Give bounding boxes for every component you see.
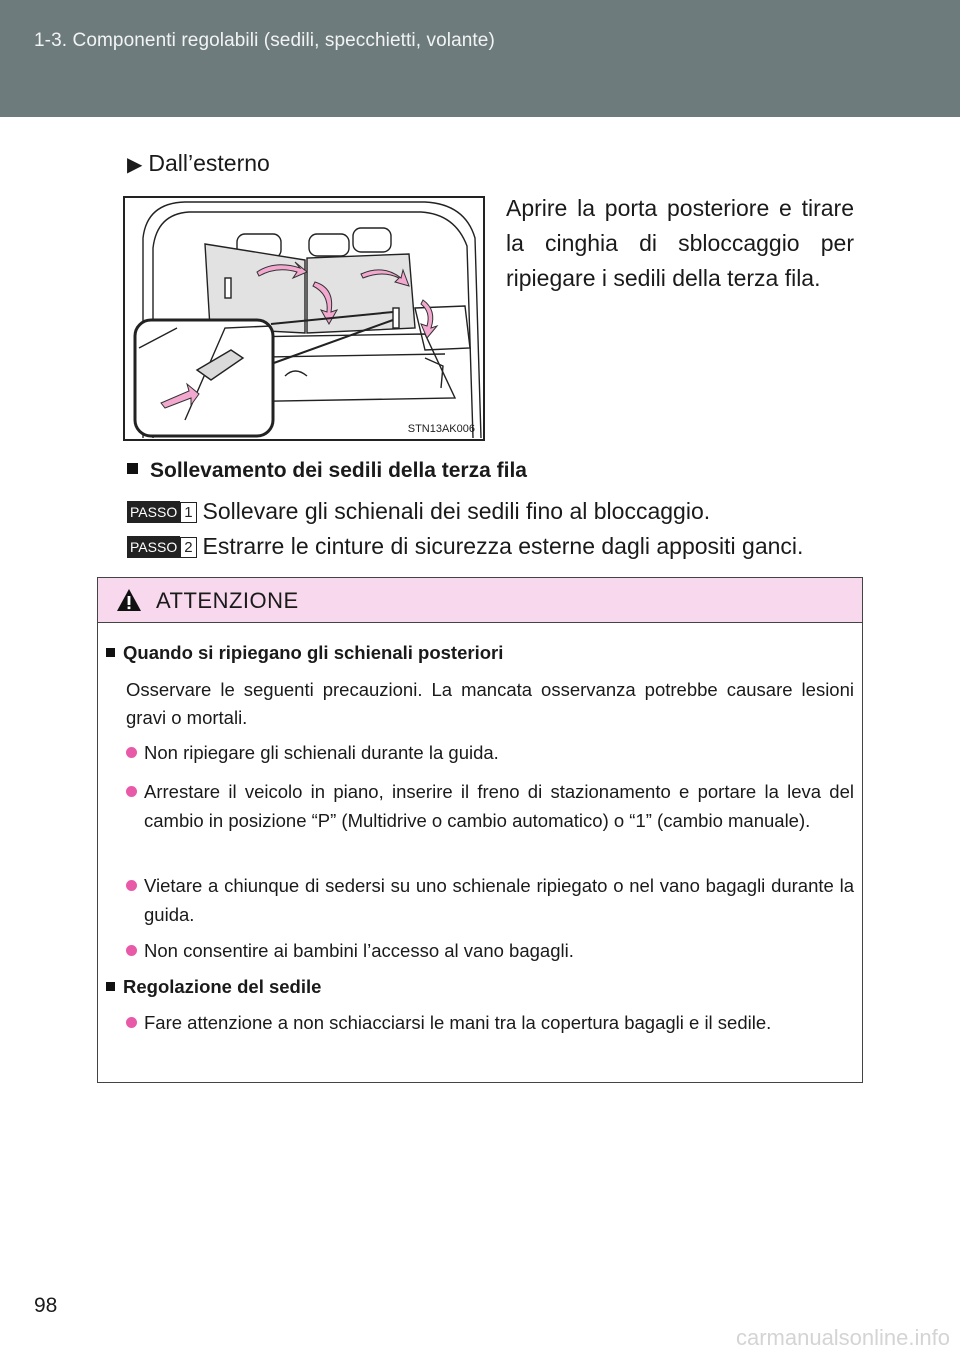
watermark: carmanualsonline.info <box>735 1325 950 1350</box>
subheading <box>127 150 270 177</box>
warning-bullet: Arrestare il veicolo in piano, inserire il freno di stazionamento e portare la leva del cambio in posizione “P” (Multidrive o cambio automatico) o “1” (cambio manuale). <box>126 777 854 835</box>
play-arrow-icon: ▶ <box>127 154 143 176</box>
step-text: Estrarre le cinture di sicurezza esterne dagli appositi ganci. <box>202 533 804 559</box>
chapter-title: 1-3. Componenti regolabili (sedili, specchietti, volante) <box>34 30 495 51</box>
figure-code: STN13AK006 <box>407 423 475 435</box>
page-header <box>0 0 960 117</box>
bullet-dot-icon <box>126 786 137 797</box>
seat-illustration <box>123 196 485 441</box>
section-title-text: Sollevamento dei sedili della terza fila <box>150 459 527 482</box>
bullet-dot-icon <box>126 945 137 956</box>
step-text: Sollevare gli schienali dei sedili fino al bloccaggio. <box>202 498 711 524</box>
square-bullet-icon <box>127 463 138 474</box>
warning-box <box>97 577 863 1083</box>
section-title <box>127 459 527 483</box>
instruction-text: Aprire la porta posteriore e tirare la cinghia di sbloccaggio per ripiegare i sedili della terza fila. <box>506 195 854 291</box>
warning-bullet: Non ripiegare gli schienali durante la guida. <box>126 738 854 767</box>
subheading-text: Dall’esterno <box>148 150 270 176</box>
page-number: 98 <box>34 1294 58 1317</box>
cargo-area-drawing <box>125 198 483 439</box>
warning-topic: Quando si ripiegano gli schienali posteriori <box>106 642 503 664</box>
warning-triangle-icon <box>116 588 142 612</box>
warning-bullet: Fare attenzione a non schiacciarsi le mani tra la copertura bagagli e il sedile. <box>126 1008 854 1037</box>
warning-title: ATTENZIONE <box>156 588 299 613</box>
warning-bullet: Non consentire ai bambini l’accesso al vano bagagli. <box>126 936 854 965</box>
bullet-dot-icon <box>126 1017 137 1028</box>
warning-paragraph: Osservare le seguenti precauzioni. La mancata osservanza potrebbe causare lesioni gravi o mortali. <box>126 679 854 728</box>
bullet-dot-icon <box>126 880 137 891</box>
warning-bullet: Vietare a chiunque di sedersi su uno schienale ripiegato o nel vano bagagli durante la guida. <box>126 871 854 929</box>
bullet-dot-icon <box>126 747 137 758</box>
square-bullet-icon <box>106 982 115 991</box>
square-bullet-icon <box>106 648 115 657</box>
step-badge: PASSO 1 <box>127 501 197 523</box>
step-badge: PASSO 2 <box>127 536 197 558</box>
warning-topic: Regolazione del sedile <box>106 976 321 998</box>
warning-header <box>98 578 862 623</box>
step-2 <box>127 533 803 560</box>
step-1 <box>127 498 710 525</box>
